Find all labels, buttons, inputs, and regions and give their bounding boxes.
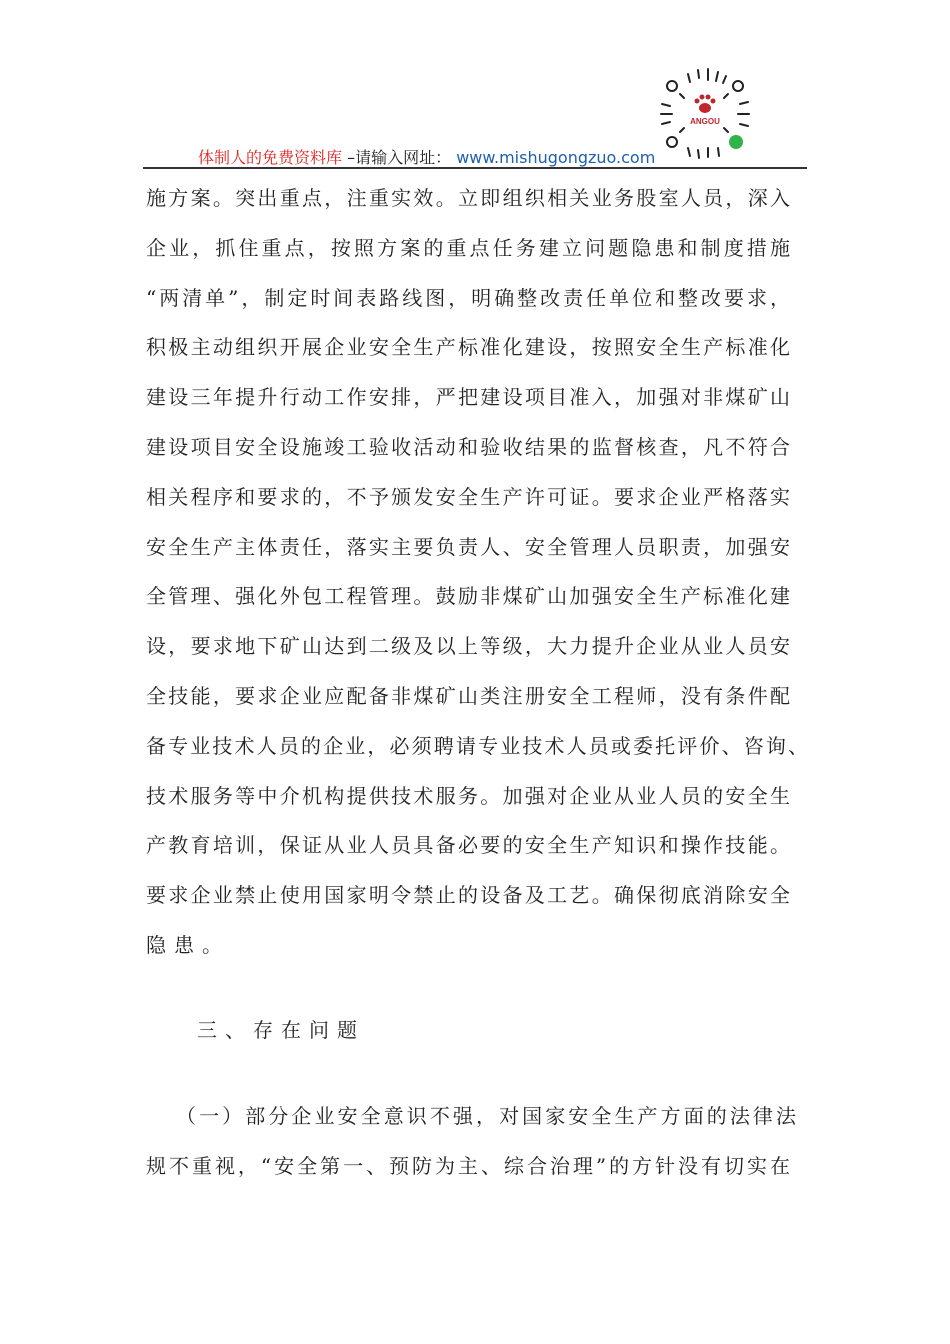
header-divider <box>143 167 807 169</box>
paragraph-line: 安全生产主体责任，落实主要负责人、安全管理人员职责，加强安 <box>146 534 790 559</box>
section-heading: 三、存在问题 <box>197 1018 365 1042</box>
paragraph-line: 全管理、强化外包工程管理。鼓励非煤矿山加强安全生产标准化建 <box>146 584 790 609</box>
qr-logo-text: ANGOU <box>690 117 720 126</box>
paragraph-line: 要求企业禁止使用国家明令禁止的设备及工艺。确保彻底消除安全 <box>146 883 790 908</box>
url-prompt: –请输入网址： <box>347 148 452 167</box>
paragraph-line: 隐患。 <box>146 933 230 957</box>
paragraph-line: 设，要求地下矿山达到二级及以上等级，大力提升企业从业人员安 <box>146 634 790 659</box>
paragraph-line: 相关程序和要求的，不予颁发安全生产许可证。要求企业严格落实 <box>146 484 790 509</box>
site-url[interactable]: www.mishugongzuo.com <box>456 148 656 167</box>
paragraph-line: 建设三年提升行动工作安排，严把建设项目准入，加强对非煤矿山 <box>146 385 790 410</box>
site-name: 体制人的免费资料库 <box>198 148 343 167</box>
paragraph-line: 企业，抓住重点，按照方案的重点任务建立问题隐患和制度措施 <box>146 235 790 260</box>
site-banner <box>198 145 655 168</box>
paragraph-line: （一）部分企业安全意识不强，对国家安全生产方面的法律法 <box>176 1104 796 1128</box>
paragraph-line: 建设项目安全设施竣工验收活动和验收结果的监督核查，凡不符合 <box>146 435 790 459</box>
paragraph-line: 施方案。突出重点，注重实效。立即组织相关业务股室人员，深入 <box>146 186 790 210</box>
paragraph-line: 备专业技术人员的企业，必须聘请专业技术人员或委托评价、咨询、 <box>146 733 808 758</box>
paragraph-line: 技术服务等中介机构提供技术服务。加强对企业从业人员的安全生 <box>146 783 790 808</box>
qr-code-icon <box>658 66 752 160</box>
paragraph-line: 全技能，要求企业应配备非煤矿山类注册安全工程师，没有条件配 <box>146 684 790 708</box>
paragraph-line: 规不重视，“安全第一、预防为主、综合治理”的方针没有切实在 <box>146 1154 790 1178</box>
paragraph-line: 积极主动组织开展企业安全生产标准化建设，按照安全生产标准化 <box>146 335 790 360</box>
paragraph-line: 产教育培训，保证从业人员具备必要的安全生产知识和操作技能。 <box>146 833 790 858</box>
paragraph-line: “两清单”，制定时间表路线图，明确整改责任单位和整改要求， <box>146 285 790 310</box>
